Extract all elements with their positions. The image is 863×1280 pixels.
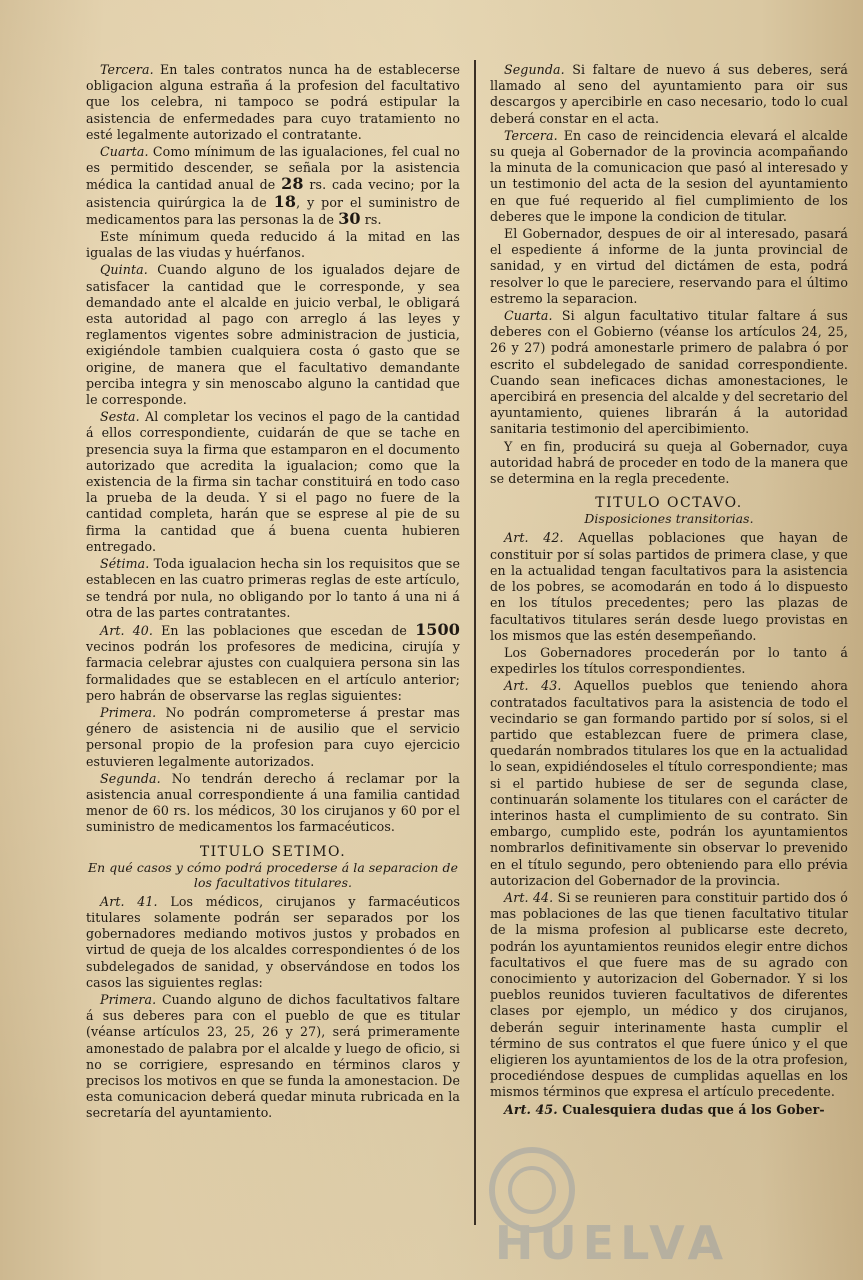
lead-label: Sesta.: [100, 409, 140, 425]
paragraph-text: Cualesquiera dudas que á los Gober-: [557, 1101, 825, 1117]
paragraph-segunda: [86, 771, 460, 836]
watermark-text: HUELVA: [494, 1216, 730, 1270]
section-title: TITULO SETIMO.: [199, 843, 347, 860]
article-label: Art. 45.: [504, 1101, 558, 1117]
paragraph-text: rs.: [360, 211, 382, 227]
paragraph-primera-2: [86, 992, 460, 1122]
paragraph-cuarta: [86, 144, 460, 228]
paragraph-primera: [86, 705, 460, 770]
lead-label: Tercera.: [100, 62, 154, 77]
paragraph-text: Y en fin, producirá su queja al Gobernador, cuya autoridad habrá de proceder en todo de la manera que se determina en la regla precedente.: [490, 438, 848, 487]
paragraph-text: Este mínimum queda reducido á la mitad en las igualas de las viudas y huérfanos.: [86, 229, 460, 261]
paragraph-text: Cuando alguno de dichos facultativos faltare á sus deberes para con el pueblo de que es titular (véanse artículos 23, 25, 26 y 27), será primeramente amonestado de palabra por el alcalde y luego de oficio, si no se corrigiere, espresando en términos claros y precisos los motivos en que se funda la amonestacion. De esta comunicacion deberá quedar minuta rubricada en la secretaría del ayuntamiento.: [86, 991, 460, 1121]
lead-label: Tercera.: [504, 127, 558, 143]
section-subtitle: Disposiciones transitorias.: [584, 511, 754, 527]
lead-label: Segunda.: [100, 770, 161, 786]
paragraph-text: Aquellas poblaciones que hayan de constituir por sí solas partidos de primera clase, y que en la actualidad tengan facultativos para la asistencia de los pobres, se acomodarán en todo á lo dispuesto en los títulos precedentes; pero las plazas de facultativos titulares serán desde luego provistas en los mismos que las estén desempeñando.: [490, 530, 848, 643]
paragraph-text: Los médicos, cirujanos y farmacéuticos titulares solamente podrán ser separados por los gobernadores mediando motivos justos y probados en virtud de queja de los alcaldes correspondientes ó de los subdelegados de sanidad, y observándose en todos los casos las siguientes reglas:: [86, 893, 461, 990]
paragraph-gobernador: [490, 226, 848, 307]
paragraph-text: Como mínimum de las igualaciones, fel cual no es permitido descender, se señala por la asistencia médica la cantidad anual de: [86, 144, 460, 193]
paragraph-text: El Gobernador, despues de oir al interesado, pasará el espediente á informe de la junta provincial de sanidad, y en virtud del dictámen de esta, podrá resolver lo que le pareciere, reservando para el último estremo la separacion.: [490, 226, 848, 306]
article-label: Art. 43.: [504, 678, 562, 694]
paragraph-setima: [86, 556, 460, 621]
paragraph-art-42: [490, 530, 848, 643]
paragraph-text: En las poblaciones que escedan de: [153, 622, 416, 638]
right-column: [490, 62, 848, 1118]
lead-label: Segunda.: [504, 62, 565, 77]
article-label: Art. 42.: [504, 530, 564, 546]
paragraph-text: , y por el suministro de medicamentos para las personas la de: [86, 194, 460, 227]
paragraph-sesta: [86, 409, 460, 555]
paragraph-gobernadores: [490, 645, 848, 677]
lead-label: Primera.: [100, 704, 157, 720]
paragraph-text: Los Gobernadores procederán por lo tanto á expedirles los títulos correspondientes.: [490, 644, 848, 677]
article-label: Art. 44.: [504, 889, 554, 905]
paragraph-tercera: [86, 62, 460, 143]
paragraph-segunda-2: [490, 62, 848, 127]
amount-number: 18: [273, 191, 297, 211]
section-title: TITULO OCTAVO.: [595, 495, 743, 512]
paragraph-text: Aquellos pueblos que teniendo ahora contratados facultativos para la asistencia de todo el vecindario se gan formando partido por sí solos, si el partido que establezcan fuere de primera clase, quedarán nombrados titulares los que en la actualidad lo sean, expidiéndoseles el título correspondiente; mas si el partido hubiese de ser de segunda clase, continuarán solamente los titulares con el carácter de interinos hasta el cumplimiento de su contrato. Sin embargo, cumplido este, podrán los ayuntamientos nombrarlos definitivamente sin observar lo prevenido en el título segundo, pero obteniendo para ello prévia autorizacion del Gobernador de la provincia.: [490, 678, 848, 888]
left-column: [86, 62, 460, 1122]
lead-label: Sétima.: [100, 556, 150, 572]
paragraph-art-45: [490, 1102, 848, 1118]
paragraph-minimum: [86, 229, 460, 261]
paragraph-text: Cuando alguno de los igualados dejare de satisfacer la cantidad que le corresponde, y sea demandado ante el alcalde en juicio verbal, le obligará esta autoridad al pago con arreglo á las leyes y reglamentos vigentes sobre administracion de justicia, exigiéndole tambien cualquiera costa ó gasto que se origine, de manera que el facultativo demandante perciba integra y sin menoscabo alguno la cantidad que le corresponde.: [86, 262, 460, 408]
section-subtitle: En qué casos y cómo podrá procederse á la separacion de los facultativos titulares.: [87, 859, 459, 890]
paragraph-text: Si algun facultativo titular faltare á sus deberes con el Gobierno (véanse los artículos 24, 25, 26 y 27) podrá amonestarle primero de palabra ó por escrito el subdelegado de sanidad correspondiente. Cuando sean ineficaces dichas amonestaciones, le apercibirá en presencia del alcalde y del secretario del ayuntamiento, quienes librarán á la autoridad sanitaria testimonio del apercibimiento.: [490, 308, 848, 437]
paragraph-text: Toda igualacion hecha sin los requisitos que se establecen en las cuatro primeras reglas de este artículo, se tendrá por nula, no obligando por lo tanto á una ni á otra de las partes contratantes.: [86, 556, 460, 620]
paragraph-text: En tales contratos nunca ha de establecerse obligacion alguna estraña á la profesion del facultativo que los celebra, ni tampoco se podrá estipular la asistencia de enfermedades para cuyo tratamiento no esté legalmente autorizado el contratante.: [86, 62, 460, 142]
paragraph-cuarta-2: [490, 308, 848, 438]
paragraph-text: Al completar los vecinos el pago de la cantidad á ellos correspondiente, cuidarán de que se tache en presencia suya la firma que estamparon en el documento autorizado que acredita la igualacion; como que la existencia de la firma sin tachar constituirá en todo caso la prueba de la deuda. Y si el pago no fuere de la cantidad completa, harán que se esprese al pie de su firma la cantidad que á buena cuenta hubieren entregado.: [86, 409, 460, 554]
paragraph-art-41: [86, 894, 460, 991]
lead-label: Primera.: [100, 991, 157, 1007]
paragraph-art-44: [490, 890, 848, 1101]
paragraph-text: Si faltare de nuevo á sus deberes, será llamado al seno del ayuntamiento para oir sus descargos y apercibirle en caso necesario, todo lo cual deberá constar en el acta.: [490, 62, 848, 126]
paragraph-text: rs. cada vecino; por la asistencia quirúrgica la de: [86, 177, 460, 210]
paragraph-text: vecinos podrán los profesores de medicina, cirujía y farmacia celebrar ajustes con cualquiera persona sin las formalidades que se establecen en el artículo anterior; pero habrán de observarse las reglas siguientes:: [86, 639, 460, 703]
lead-label: Cuarta.: [100, 144, 149, 160]
column-divider: [474, 60, 476, 1225]
paragraph-art-40: [86, 619, 461, 704]
paragraph-text: No podrán comprometerse á prestar mas género de asistencia ni de ausilio que el servicio personal propio de la profesion para cuyo ejercicio estuvieren legalmente autorizados.: [86, 704, 460, 769]
paragraph-quinta: [86, 262, 460, 408]
article-label: Art. 41.: [100, 893, 158, 909]
lead-label: Quinta.: [100, 262, 148, 278]
article-label: Art. 40.: [100, 622, 154, 638]
paragraph-text: Si se reunieren para constituir partido dos ó mas poblaciones de las que tienen facultativo titular de la misma profesion al publicarse este decreto, podrán los ayuntamientos reunidos elegir entre dichos facultativos el que fuere mas de su agrado con conocimiento y autorizacion del Gobernador. Y si los pueblos reunidos tuvieren facultativos de diferentes clases por ejemplo, un médico y dos cirujanos, deberán seguir interinamente hasta cumplir el término de sus contratos el que fuere único y el que eligieren los ayuntamientos de los de la otra profesion, procediéndose despues de cumplidas aquellas en los mismos términos que expresa el artículo precedente.: [490, 889, 848, 1100]
paragraph-tercera-2: [490, 128, 848, 225]
amount-number: 30: [338, 208, 361, 228]
lead-label: Cuarta.: [504, 308, 553, 324]
paragraph-text: No tendrán derecho á reclamar por la asistencia anual correspondiente á una familia cantidad menor de 60 rs. los médicos, 30 los cirujanos y 60 por el suministro de medicamentos los farmacéuticos.: [86, 770, 460, 835]
paragraph-text: En caso de reincidencia elevará el alcalde su queja al Gobernador de la provincia acompañando la minuta de la comunicacion que pasó al interesado y un testimonio del acta de la sesion del ayuntamiento en que fué requerido al fiel cumplimiento de los deberes que le impone la condicion de titular.: [490, 127, 848, 224]
amount-number: 1500: [415, 619, 461, 639]
paragraph-art-43: [490, 678, 848, 889]
paragraph-en-fin: [490, 439, 848, 488]
library-watermark: [462, 1130, 762, 1270]
amount-number: 28: [281, 174, 304, 194]
